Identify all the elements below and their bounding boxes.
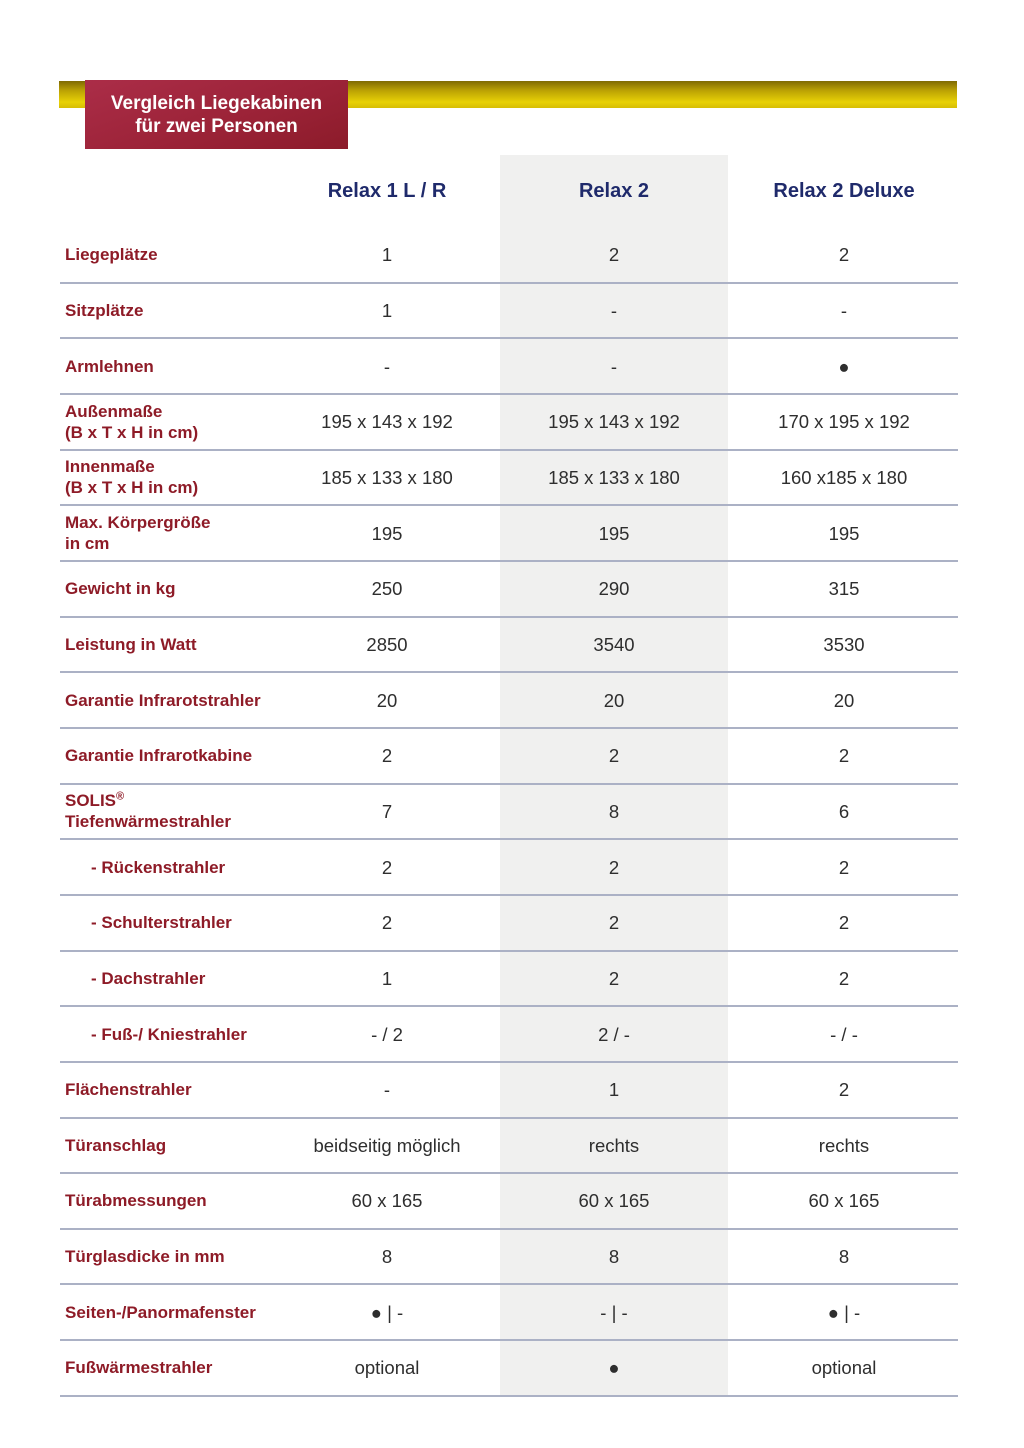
row-label-line2: (B x T x H in cm) xyxy=(65,422,199,442)
row-label xyxy=(65,840,297,894)
row-label xyxy=(65,1341,297,1395)
table-row xyxy=(60,451,958,507)
table-row xyxy=(60,506,958,562)
cell-relax1: 2 xyxy=(381,745,393,767)
row-label-text: Türglasdicke in mm xyxy=(65,1247,225,1267)
cell-relax1: 20 xyxy=(376,689,398,711)
table-row xyxy=(60,1341,958,1397)
table-row xyxy=(60,1230,958,1286)
row-label xyxy=(65,284,297,338)
cell-relax2deluxe: 170 x 195 x 192 xyxy=(778,411,910,433)
column-header-relax2deluxe: Relax 2 Deluxe xyxy=(773,180,915,202)
cell-relax2deluxe: 20 xyxy=(833,689,855,711)
cell-relax2: 1 xyxy=(608,1079,620,1101)
cell-relax2: - | - xyxy=(600,1301,628,1323)
cell-relax2deluxe: rechts xyxy=(818,1134,870,1156)
column-header-relax2: Relax 2 xyxy=(578,180,650,202)
row-label xyxy=(65,562,297,616)
row-label xyxy=(65,1285,297,1339)
table-body xyxy=(60,228,958,1397)
title-line1: Vergleich Liegekabinen xyxy=(110,92,323,114)
row-label xyxy=(65,952,297,1006)
cell-relax1: ● | - xyxy=(370,1301,404,1323)
row-label xyxy=(65,618,297,672)
cell-relax1: 1 xyxy=(381,299,393,321)
cell-relax2: 8 xyxy=(608,800,620,822)
cell-relax2deluxe: 2 xyxy=(838,856,850,878)
table-row xyxy=(60,284,958,340)
table-row xyxy=(60,1063,958,1119)
cell-relax2: - xyxy=(610,299,618,321)
cell-relax1: beidseitig möglich xyxy=(313,1134,461,1156)
row-label-text: Fußwärmestrahler xyxy=(65,1358,213,1378)
row-label-text: Garantie Infrarotkabine xyxy=(65,746,253,766)
row-label-text: Armlehnen xyxy=(65,356,154,376)
row-label xyxy=(65,785,297,839)
row-label xyxy=(65,506,297,560)
cell-relax2deluxe: 195 xyxy=(828,522,860,544)
row-label xyxy=(65,1063,297,1117)
cell-relax2deluxe: 2 xyxy=(838,745,850,767)
row-label-text: SOLIS xyxy=(65,791,117,811)
cell-relax1: 1 xyxy=(381,967,393,989)
row-label xyxy=(65,729,297,783)
cell-relax2deluxe: 6 xyxy=(838,800,850,822)
cell-relax1: - xyxy=(383,1079,391,1101)
row-label-text: Gewicht in kg xyxy=(65,579,176,599)
row-label-text: - Schulterstrahler xyxy=(91,913,232,933)
cell-relax2: - xyxy=(610,355,618,377)
table-row xyxy=(60,840,958,896)
title-line2: für zwei Personen xyxy=(135,115,298,137)
row-label xyxy=(65,1119,297,1173)
table-row xyxy=(60,1007,958,1063)
cell-relax2deluxe: - / - xyxy=(830,1023,858,1045)
row-label xyxy=(65,1174,297,1228)
cell-relax2: 20 xyxy=(603,689,625,711)
cell-relax2deluxe: ● xyxy=(838,355,850,377)
cell-relax2: 185 x 133 x 180 xyxy=(548,466,680,488)
cell-relax2deluxe: 2 xyxy=(838,1079,850,1101)
cell-relax2deluxe: - xyxy=(840,299,848,321)
cell-relax2deluxe: ● | - xyxy=(827,1301,861,1323)
cell-relax1: 195 xyxy=(371,522,403,544)
cell-relax1: 2 xyxy=(381,912,393,934)
cell-relax2: 195 x 143 x 192 xyxy=(548,411,680,433)
cell-relax2: 2 xyxy=(608,745,620,767)
table-header-row xyxy=(60,155,958,228)
cell-relax2deluxe: 315 xyxy=(828,578,860,600)
cell-relax1: 185 x 133 x 180 xyxy=(321,466,453,488)
row-label-line2: Tiefenwärmestrahler xyxy=(65,812,231,832)
cell-relax1: optional xyxy=(354,1357,420,1379)
cell-relax2deluxe: 60 x 165 xyxy=(808,1190,880,1212)
cell-relax2deluxe: 3530 xyxy=(823,633,865,655)
column-header-relax1: Relax 1 L / R xyxy=(327,180,447,202)
table-row xyxy=(60,618,958,674)
row-label-line2: (B x T x H in cm) xyxy=(65,478,199,498)
cell-relax2: 2 xyxy=(608,912,620,934)
cell-relax2: 3540 xyxy=(593,633,635,655)
row-label xyxy=(65,1230,297,1284)
cell-relax2deluxe: optional xyxy=(811,1357,877,1379)
row-label xyxy=(65,339,297,393)
table-row xyxy=(60,1119,958,1175)
table-row xyxy=(60,673,958,729)
row-label-text: Leistung in Watt xyxy=(65,634,197,654)
row-label-text: Türanschlag xyxy=(65,1135,167,1155)
row-label-text: Innenmaße xyxy=(65,457,155,477)
table-row xyxy=(60,1174,958,1230)
row-label-text: Seiten-/Panormafenster xyxy=(65,1302,256,1322)
title-banner xyxy=(85,80,348,149)
cell-relax1: 60 x 165 xyxy=(351,1190,423,1212)
cell-relax1: 8 xyxy=(381,1246,393,1268)
cell-relax2deluxe: 8 xyxy=(838,1246,850,1268)
cell-relax2: 2 / - xyxy=(598,1023,630,1045)
table-row xyxy=(60,1285,958,1341)
row-label-text: - Fuß-/ Kniestrahler xyxy=(91,1024,247,1044)
cell-relax2deluxe: 160 x185 x 180 xyxy=(780,466,908,488)
comparison-table xyxy=(60,155,958,1397)
cell-relax1: - / 2 xyxy=(371,1023,403,1045)
cell-relax2deluxe: 2 xyxy=(838,912,850,934)
row-label-text: Liegeplätze xyxy=(65,245,158,265)
cell-relax2: ● xyxy=(608,1357,620,1379)
cell-relax2: 8 xyxy=(608,1246,620,1268)
row-label-text: Sitzplätze xyxy=(65,300,144,320)
row-label-line2: in cm xyxy=(65,534,110,554)
row-label-text: Außenmaße xyxy=(65,401,163,421)
table-row xyxy=(60,785,958,841)
row-label xyxy=(65,451,297,505)
row-label-text: Türabmessungen xyxy=(65,1191,207,1211)
row-label-text: - Dachstrahler xyxy=(91,968,206,988)
cell-relax2: 195 xyxy=(598,522,630,544)
cell-relax2: 290 xyxy=(598,578,630,600)
cell-relax1: 195 x 143 x 192 xyxy=(321,411,453,433)
row-label xyxy=(65,395,297,449)
cell-relax2: rechts xyxy=(588,1134,640,1156)
table-row xyxy=(60,952,958,1008)
row-label-text: Max. Körpergröße xyxy=(65,513,211,533)
row-label xyxy=(65,673,297,727)
cell-relax1: 7 xyxy=(381,800,393,822)
table-row xyxy=(60,562,958,618)
row-label-text: Flächenstrahler xyxy=(65,1080,192,1100)
cell-relax2: 2 xyxy=(608,244,620,266)
table-row xyxy=(60,395,958,451)
cell-relax2deluxe: 2 xyxy=(838,244,850,266)
row-label-text: Garantie Infrarotstrahler xyxy=(65,690,261,710)
registered-trademark-symbol: ® xyxy=(116,790,125,803)
cell-relax1: - xyxy=(383,355,391,377)
cell-relax1: 2 xyxy=(381,856,393,878)
cell-relax2: 60 x 165 xyxy=(578,1190,650,1212)
row-label xyxy=(65,896,297,950)
row-label xyxy=(65,1007,297,1061)
row-label xyxy=(65,228,297,282)
table-row xyxy=(60,228,958,284)
cell-relax2deluxe: 2 xyxy=(838,967,850,989)
table-row xyxy=(60,339,958,395)
table-row xyxy=(60,729,958,785)
cell-relax1: 250 xyxy=(371,578,403,600)
cell-relax2: 2 xyxy=(608,967,620,989)
table-row xyxy=(60,896,958,952)
cell-relax2: 2 xyxy=(608,856,620,878)
cell-relax1: 1 xyxy=(381,244,393,266)
cell-relax1: 2850 xyxy=(366,633,408,655)
row-label-text: - Rückenstrahler xyxy=(91,857,226,877)
